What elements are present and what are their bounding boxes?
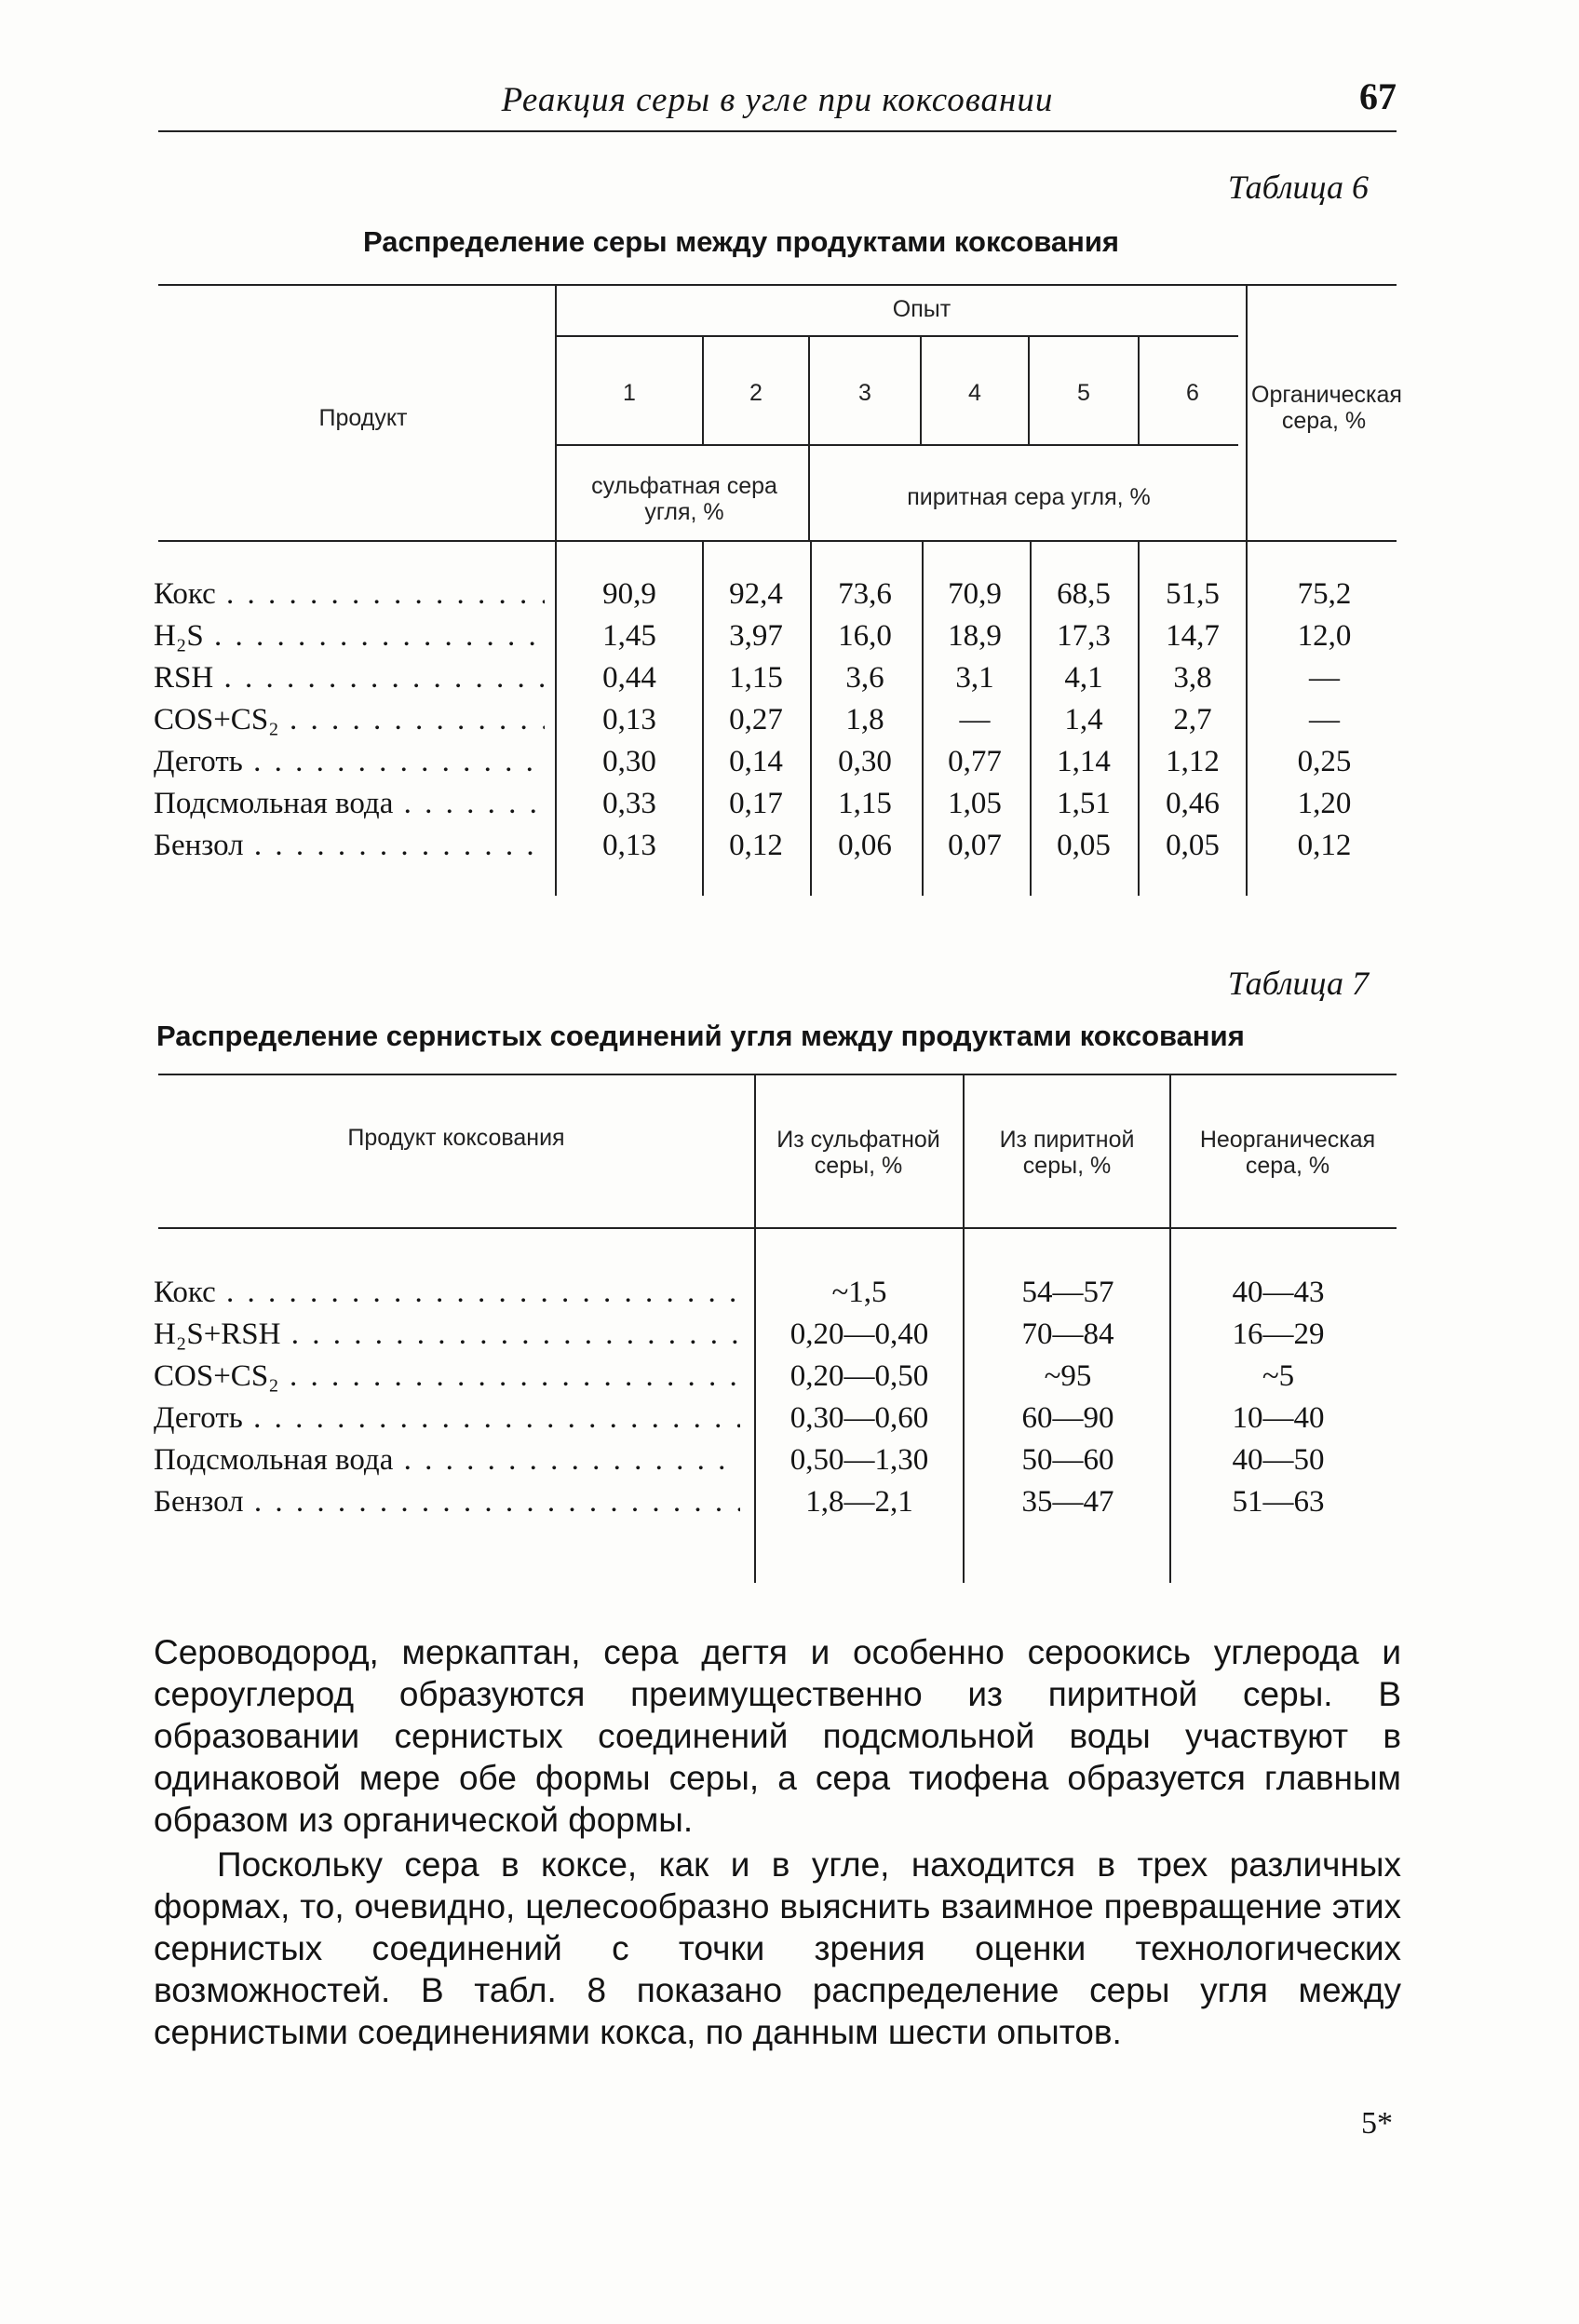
table7-cell: 40—50 [1232,1443,1325,1477]
table6-cell: 1,45 [602,619,656,653]
table6-row-product: Деготь . . . [154,745,545,779]
table6-cell: 0,12 [1297,829,1352,862]
table6-cell: 0,44 [602,661,656,695]
table7-cell: 1,8—2,1 [805,1485,913,1519]
table7-col-product: Продукт коксования [347,1125,565,1151]
table6-cell: 3,1 [955,661,994,695]
table6-exp-2: 2 [749,380,763,406]
table6-exp-5: 5 [1077,380,1090,406]
table7-cell: 10—40 [1232,1401,1325,1435]
table6-exp-4: 4 [968,380,981,406]
table7-cell: ~95 [1044,1359,1092,1393]
table6-cell: 0,13 [602,829,656,862]
table7-cell: 16—29 [1232,1317,1325,1351]
table6-title: Распределение серы между продуктами коксования [363,225,1119,258]
table7-row [154,1443,1401,1485]
table6-cell: 1,4 [1064,703,1103,736]
table6-row-product: RSH . . . [154,661,545,696]
table6-group-pyrite: пиритная сера угля, % [907,484,1151,510]
table6-cell: 0,07 [948,829,1002,862]
table6-col-opyt: Опыт [892,296,951,322]
table6-cell: 16,0 [838,619,892,653]
running-header [158,74,1397,130]
table6-cell: 90,9 [602,577,656,611]
table7-body [154,1276,1401,1527]
table7-cell: 70—84 [1021,1317,1114,1351]
paragraph-2: Поскольку сера в коксе, как и в угле, находится в трех различных формах, то, очевидно, целесообразно выяснить взаимное превращение этих сернистых соединений с точки зрения оценки технологических возможностей. В табл. 8 показано распределение серы угля между сернистыми соединениями кокса, по данным шести опытов. [154,1845,1401,2051]
table6-cell: 2,7 [1173,703,1212,736]
table6-col-organic: Органическая сера, % [1251,382,1402,434]
table7-col-sulfate: Из сульфатной серы, % [776,1127,940,1179]
table6-cell: 0,12 [729,829,783,862]
table6-cell: 0,30 [838,745,892,778]
table7-number: Таблица 7 [1227,965,1369,1002]
table6-cell: 17,3 [1057,619,1111,653]
table6-top-rule [158,284,1397,286]
table7-row [154,1485,1401,1527]
table6-number: Таблица 6 [1227,169,1369,206]
table6-opyt-rule [557,335,1238,337]
table6-row-product: Кокс . . . [154,577,545,612]
table7-cell: 0,20—0,40 [790,1317,929,1351]
table6-cell: 3,6 [845,661,884,695]
table6-cell: 0,05 [1166,829,1220,862]
table6-row [154,577,1401,619]
table7-cell: 0,30—0,60 [790,1401,929,1435]
table6-row [154,829,1401,871]
table7-cell: 35—47 [1021,1485,1114,1519]
table6-vline [808,337,810,542]
table6-cell: 1,05 [948,787,1002,820]
table6-cell: 18,9 [948,619,1002,653]
table6-cell: 68,5 [1057,577,1111,611]
table6-cell: 1,20 [1297,787,1352,820]
table6-cell: 0,46 [1166,787,1220,820]
table6-cell: 0,14 [729,745,783,778]
table6-cell: 92,4 [729,577,783,611]
table7-row [154,1401,1401,1443]
table6-cell: 75,2 [1297,577,1352,611]
table6-col-product: Продукт [318,405,408,431]
table6-body [154,577,1401,871]
table7-row-product: Деготь . . . [154,1401,740,1436]
table6-exp-rule [557,444,1238,446]
table6-cell: 14,7 [1166,619,1220,653]
table6-cell: 0,17 [729,787,783,820]
table6-cell: 3,97 [729,619,783,653]
table6-cell: — [959,703,991,736]
table7-row [154,1317,1401,1359]
table6-cell: 0,13 [602,703,656,736]
table6-row-product: Бензол . . . [154,829,545,863]
table6-exp-3: 3 [858,380,871,406]
table6-cell: 70,9 [948,577,1002,611]
table6-cell: 0,27 [729,703,783,736]
table6-cell: 0,05 [1057,829,1111,862]
table7-row-product: Бензол . . . [154,1485,740,1520]
table6-row-product: COS+CS₂ . . . [154,703,545,737]
table6-cell: 1,51 [1057,787,1111,820]
table6-cell: 0,25 [1297,745,1352,778]
table7-cell: ~1,5 [831,1276,887,1309]
table6-cell: 1,12 [1166,745,1220,778]
table7-top-rule [158,1074,1397,1075]
signature-mark: 5* [1361,2106,1393,2141]
table7-col-inorganic: Неорганическая сера, % [1199,1127,1376,1179]
table6-row-product: Подсмольная вода . . . [154,787,545,821]
table6-cell: 3,8 [1173,661,1212,695]
table7-row [154,1359,1401,1401]
table6-row [154,661,1401,703]
table7-cell: 40—43 [1232,1276,1325,1309]
table7-cell: 60—90 [1021,1401,1114,1435]
table6-cell: 1,15 [729,661,783,695]
table7-cell: 51—63 [1232,1485,1325,1519]
table6-cell: — [1309,703,1340,736]
paragraph-1: Сероводород, меркаптан, сера дегтя и особенно сероокись углерода и сероуглерод образуются преимущественно из пиритной серы. В образовании сернистых соединений подсмольной воды участвуют в одинаковой мере обе формы серы, а сера тиофена образуется главным образом из органической формы. [154,1633,1401,1839]
table6-row-product: H₂S . . . [154,619,545,654]
table6-row [154,619,1401,661]
table6-cell: 0,06 [838,829,892,862]
table7-row-product: Кокс . . . [154,1276,740,1310]
table6-cell: — [1309,661,1340,695]
table6-cell: 1,14 [1057,745,1111,778]
table7-cell: 0,50—1,30 [790,1443,929,1477]
table6-cell: 0,77 [948,745,1002,778]
table6-cell: 1,8 [845,703,884,736]
table6-cell: 73,6 [838,577,892,611]
table6-exp-1: 1 [623,380,636,406]
table6-exp-6: 6 [1186,380,1199,406]
table6-header-rule [158,540,1397,542]
table6-group-sulfate: сульфатная сера угля, % [591,473,777,525]
table6-row [154,703,1401,745]
table6-cell: 0,30 [602,745,656,778]
table7-row-product: H₂S+RSH . . . [154,1317,740,1352]
table7-col-pyrite: Из пиритной серы, % [999,1127,1135,1179]
table7-cell: ~5 [1262,1359,1295,1393]
table6-row [154,787,1401,829]
running-title: Реакция серы в угле при коксовании [501,81,1054,119]
table7-row-product: Подсмольная вода . . . [154,1443,740,1478]
table6-cell: 51,5 [1166,577,1220,611]
page-number: 67 [1359,75,1397,117]
table7-header-rule [158,1227,1397,1229]
table7-cell: 50—60 [1021,1443,1114,1477]
table6-row [154,745,1401,787]
table6-cell: 4,1 [1064,661,1103,695]
table7-title: Распределение сернистых соединений угля между продуктами коксования [156,1020,1245,1052]
table7-row-product: COS+CS₂ . . . [154,1359,740,1394]
header-rule [158,130,1397,132]
table6-cell: 0,33 [602,787,656,820]
table6-cell: 1,15 [838,787,892,820]
table7-cell: 54—57 [1021,1276,1114,1309]
table7-cell: 0,20—0,50 [790,1359,929,1393]
table7-row [154,1276,1401,1317]
table6-cell: 12,0 [1297,619,1352,653]
